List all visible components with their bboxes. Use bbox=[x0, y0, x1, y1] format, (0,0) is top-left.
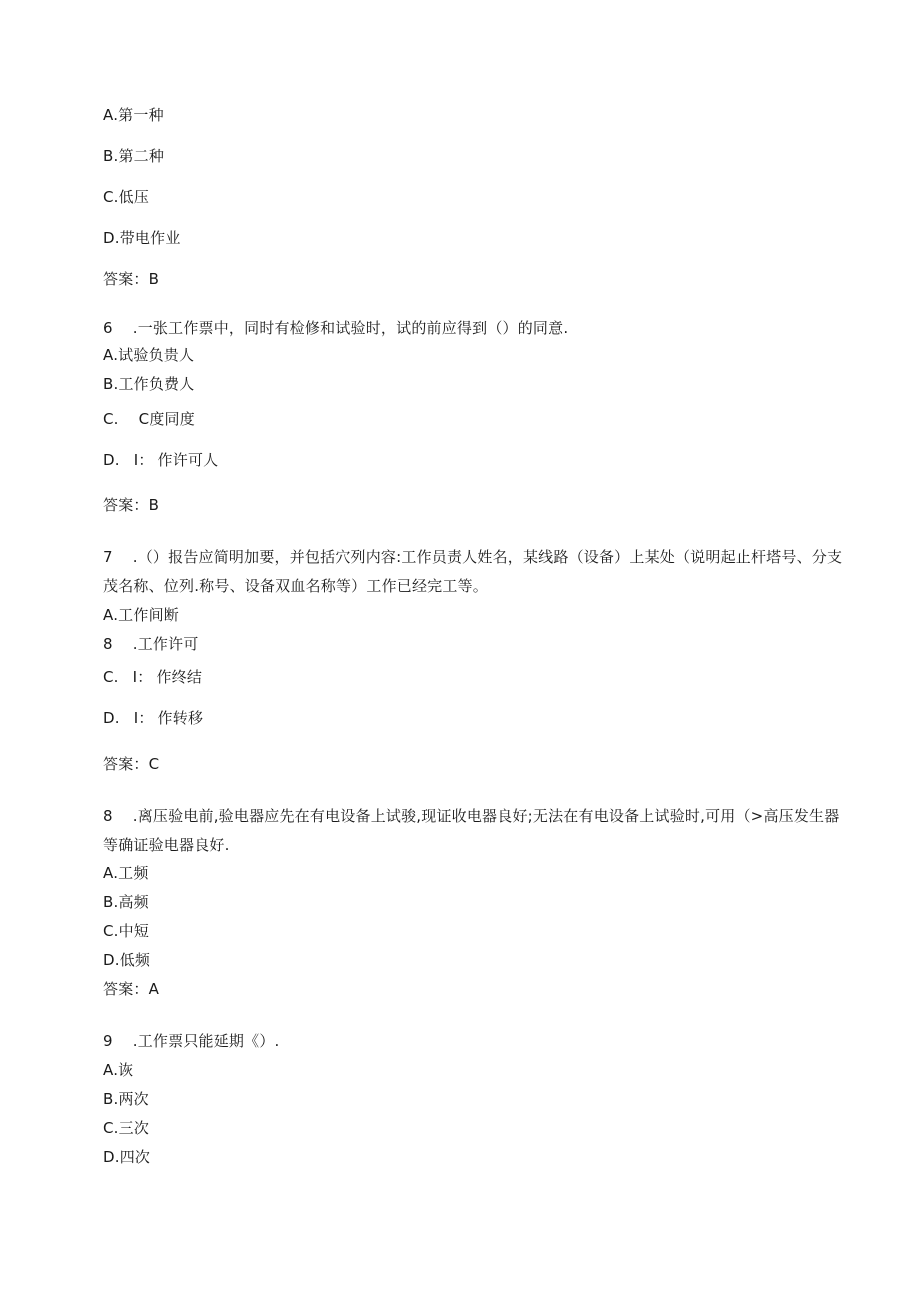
option-d: D.四次 bbox=[103, 1148, 151, 1166]
question-7 bbox=[103, 547, 842, 567]
option-a: A.试验负贵人 bbox=[103, 346, 195, 364]
question-text: .一张工作票中，同时有检修和试验时，试的前应得到（）的同意. bbox=[132, 319, 569, 337]
option-a: A.工作间断 bbox=[103, 606, 179, 624]
option-b: B.两次 bbox=[103, 1090, 149, 1108]
question-text: .（）报告应简明加要，并包括穴列内容:工作员责人姓名，某线路（设备）上某处（说明起止杆塔号、分支 bbox=[132, 548, 843, 566]
option-mark: I： bbox=[132, 668, 153, 686]
option-a: A.诙 bbox=[103, 1061, 134, 1079]
option-number: 8 bbox=[103, 635, 113, 653]
option-letter: D. bbox=[103, 709, 120, 727]
option-c: C.中短 bbox=[103, 922, 150, 940]
question-number: 7 bbox=[103, 548, 113, 566]
question-9 bbox=[103, 1031, 280, 1051]
option-c: C.低压 bbox=[103, 188, 150, 206]
option-d bbox=[103, 708, 203, 728]
option-mark: I： bbox=[133, 709, 154, 727]
question-number: 8 bbox=[103, 807, 113, 825]
option-text: 作许可人 bbox=[157, 451, 219, 469]
answer: 答案：B bbox=[103, 496, 160, 514]
option-mark: I： bbox=[133, 451, 154, 469]
option-c bbox=[103, 409, 195, 429]
question-text: .工作票只能延期《）. bbox=[132, 1032, 280, 1050]
question-text-continued: 茂名称、位列.称号、设备双血名称等）工作已经完工等。 bbox=[103, 577, 488, 595]
question-number: 9 bbox=[103, 1032, 113, 1050]
answer: 答案：B bbox=[103, 270, 160, 288]
option-b bbox=[103, 634, 199, 654]
option-a: A.工频 bbox=[103, 864, 149, 882]
option-text: .工作许可 bbox=[132, 635, 199, 653]
option-text: C度同度 bbox=[138, 410, 195, 428]
option-b: B.高频 bbox=[103, 893, 149, 911]
question-8 bbox=[103, 806, 839, 826]
option-a: A.第一种 bbox=[103, 106, 164, 124]
answer: 答案：A bbox=[103, 980, 160, 998]
option-d bbox=[103, 450, 218, 470]
option-d: D.带电作业 bbox=[103, 229, 181, 247]
question-number: 6 bbox=[103, 319, 113, 337]
option-b: B.工作负费人 bbox=[103, 375, 195, 393]
option-c: C.三次 bbox=[103, 1119, 150, 1137]
option-letter: C. bbox=[103, 410, 119, 428]
option-text: 作终结 bbox=[156, 668, 203, 686]
question-text: .离压验电前,验电器应先在有电设备上试骏,现证收电器良好;无法在有电设备上试验时,可用（>高压发生器 bbox=[132, 807, 840, 825]
question-6 bbox=[103, 318, 568, 338]
option-letter: D. bbox=[103, 451, 120, 469]
question-text-continued: 等确证验电器良好. bbox=[103, 836, 230, 854]
option-text: 作转移 bbox=[157, 709, 204, 727]
option-c bbox=[103, 667, 202, 687]
option-b: B.第二种 bbox=[103, 147, 165, 165]
option-d: D.低频 bbox=[103, 951, 151, 969]
answer: 答案：C bbox=[103, 755, 160, 773]
option-letter: C. bbox=[103, 668, 119, 686]
